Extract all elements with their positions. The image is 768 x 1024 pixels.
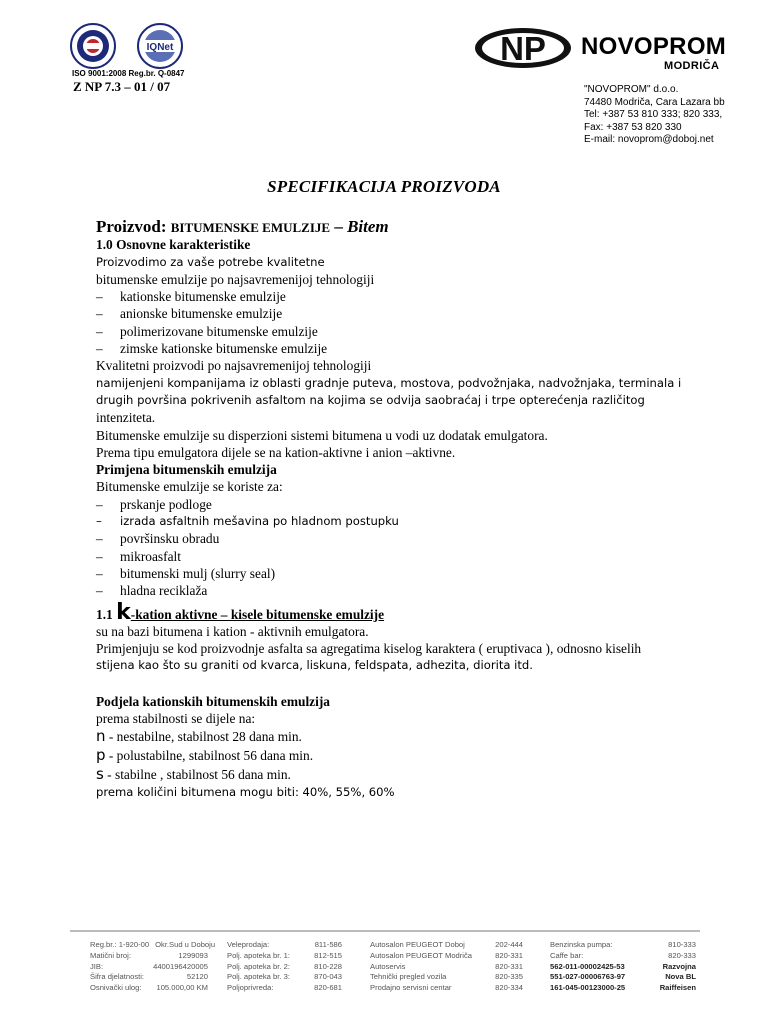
footer-text: Nova BL — [665, 972, 696, 982]
section-letter-k: k — [116, 599, 131, 625]
footer-column-registration — [90, 940, 216, 994]
footer-text: 870-043 — [314, 972, 342, 982]
footer-text: 161-045-00123000-25 — [550, 983, 626, 993]
list-item-text: površinsku obradu — [120, 531, 220, 547]
list-item-text: anionske bitumenske emulzije — [120, 306, 283, 322]
paragraph-line: Bitumenske emulzije su disperzioni sistemi bitumena u vodi uz dodatak emulgatora. — [96, 427, 548, 443]
list-item: – zimske kationske bitumenske emulzije — [96, 341, 328, 357]
list-item-text: prskanje podloge — [120, 496, 212, 512]
footer-text: Tehnički pregled vozila — [370, 972, 447, 982]
list-item: – izrada asfaltnih mešavina po hladnom postupku — [96, 513, 746, 530]
address-line: E-mail: novoprom@doboj.net — [584, 134, 714, 145]
footer-text: Caffe bar: — [550, 950, 584, 960]
footer-text: 820-335 — [495, 972, 523, 982]
iso-certificate-logo — [71, 24, 115, 68]
list-item-text: kationske bitumenske emulzije — [120, 289, 286, 305]
footer-text: Polj. apoteka br. 2: — [227, 961, 290, 971]
list-item-text: zimske kationske bitumenske emulzije — [120, 341, 328, 357]
footer-text: 820-334 — [495, 983, 523, 993]
stability-letter: p — [96, 746, 106, 765]
list-item: – mikroasfalt — [96, 548, 181, 564]
section-heading-text: -kation aktivne – kisele bitumenske emulzije — [130, 606, 385, 622]
page-footer — [70, 930, 700, 996]
footer-text: 562-011-00002425-53 — [550, 961, 625, 971]
product-brand: Bitem — [347, 217, 389, 236]
list-item-text: bitumenski mulj (slurry seal) — [120, 565, 276, 581]
footer-text: 1299093 — [178, 950, 208, 960]
list-item: – površinsku obradu — [96, 531, 220, 547]
intro-line: bitumenske emulzije po najsavremenijoj tehnologiji — [96, 271, 375, 287]
company-address — [584, 84, 725, 147]
footer-text: Razvojna — [662, 961, 696, 971]
footer-text: Raiffeisen — [659, 983, 696, 993]
section-heading-basic: 1.0 Osnovne karakteristike — [96, 237, 251, 253]
list-item-text: izrada asfaltnih mešavina po hladnom postupku — [120, 514, 399, 529]
footer-text: 820-331 — [495, 950, 523, 960]
footer-text: 820-331 — [495, 961, 523, 971]
list-item: – kationske bitumenske emulzije — [96, 289, 286, 305]
iso-certificate-number: ISO 9001:2008 Reg.br. Q-0847 — [72, 69, 185, 78]
footer-text: 810-333 — [668, 940, 696, 949]
footer-column-banks — [550, 940, 696, 994]
paragraph-line: Bitumenske emulzije se koriste za: — [96, 479, 283, 495]
stability-item — [96, 765, 746, 784]
product-line — [96, 218, 746, 236]
intro-line: Proizvodimo za vaše potrebe kvalitetne — [96, 254, 325, 269]
product-name: BITUMENSKE EMULZIJE — [170, 220, 331, 235]
footer-text: JIB: — [90, 961, 104, 971]
paragraph-line: Kvalitetni proizvodi po najsavremenijoj tehnologiji — [96, 358, 372, 374]
paragraph-line: stijena kao što su graniti od kvarca, liskuna, feldspata, adhezita, diorita itd. — [96, 658, 533, 673]
stability-text: - stabilne , stabilnost 56 dana min. — [103, 767, 291, 783]
list-item: – hladna reciklaža — [96, 583, 208, 599]
address-line: Tel: +387 53 810 333; 820 333, — [584, 109, 723, 120]
list-item-text: hladna reciklaža — [120, 583, 208, 599]
footer-text: Šifra djelatnosti: — [90, 972, 145, 982]
np-logo-text: NP — [500, 30, 546, 67]
iqnet-logo — [138, 24, 182, 68]
list-item: – prskanje podloge — [96, 496, 212, 512]
footer-column-auto — [370, 940, 523, 994]
footer-text: 4400196420005 — [153, 961, 208, 971]
footer-text: Osnivački ulog: — [90, 983, 142, 993]
footer-column-retail — [227, 940, 342, 994]
footer-text: Reg.br.: 1-920-00 — [90, 940, 150, 949]
section-number: 1.1 — [96, 606, 113, 622]
footer-text: Autosalon PEUGEOT Modriča — [370, 950, 472, 960]
list-item: – polimerizovane bitumenske emulzije — [96, 323, 318, 339]
footer-text: 820-333 — [668, 950, 696, 960]
footer-text: 811-586 — [314, 940, 342, 949]
stability-letter: s — [96, 765, 104, 784]
document-title: SPECIFIKACIJA PROIZVODA — [267, 177, 501, 196]
paragraph-line: intenziteta. — [96, 410, 156, 426]
address-line: "NOVOPROM" d.o.o. — [584, 84, 679, 95]
footer-text: Veleprodaja: — [227, 940, 270, 949]
footer-text: Benzinska pumpa: — [550, 940, 613, 949]
footer-divider — [70, 930, 700, 932]
certification-logos — [70, 22, 200, 70]
document-code: Z NP 7.3 – 01 / 07 — [73, 79, 171, 94]
section-heading-application: Primjena bitumenskih emulzija — [96, 462, 277, 478]
footer-text: 820-681 — [314, 983, 342, 993]
paragraph-line: Primjenjuju se kod proizvodnje asfalta sa agregatima kiselog karaktera ( eruptivaca ), odnosno kiselih — [96, 641, 642, 657]
footer-text: 551-027-00006763-97 — [550, 972, 626, 982]
footer-text: Polj. apoteka br. 3: — [227, 972, 290, 982]
list-item: – bitumenski mulj (slurry seal) — [96, 565, 276, 581]
paragraph-line: namijenjeni kompanijama iz oblasti gradnje puteva, mostova, podvožnjaka, nadvožnjaka, terminala i — [96, 375, 682, 390]
paragraph-line: drugih površina pokrivenih asfaltom na kojima se odvija saobraćaj i trpe opterećenja različitog — [96, 392, 645, 407]
brand-city: MODRIČA — [664, 60, 720, 72]
brand-name: NOVOPROM — [581, 33, 727, 60]
list-item-text: mikroasfalt — [120, 548, 181, 564]
section-heading-division: Podjela kationskih bitumenskih emulzija — [96, 693, 331, 709]
stability-text: - polustabilne, stabilnost 56 dana min. — [105, 748, 314, 764]
novoprom-logo — [473, 26, 573, 70]
footer-text: Prodajno servisni centar — [370, 983, 452, 993]
stability-letter: n — [96, 727, 106, 746]
footer-text: Poljoprivreda: — [227, 983, 274, 993]
paragraph-line: prema količini bitumena mogu biti: 40%, 55%, 60% — [96, 785, 395, 800]
paragraph-line: Prema tipu emulgatora dijele se na kation-aktivne i anion –aktivne. — [96, 444, 456, 460]
stability-item — [96, 727, 746, 746]
list-item-text: polimerizovane bitumenske emulzije — [120, 323, 318, 339]
footer-text: Polj. apoteka br. 1: — [227, 950, 290, 960]
paragraph-line: su na bazi bitumena i kation - aktivnih emulgatora. — [96, 623, 369, 639]
product-dash: – — [330, 217, 348, 236]
section-heading-kation — [96, 599, 746, 625]
product-label: Proizvod: — [96, 217, 167, 236]
footer-text: Matični broj: — [90, 950, 131, 960]
footer-text: 810-228 — [314, 961, 342, 971]
stability-item — [96, 746, 746, 765]
footer-text: 52120 — [186, 972, 208, 982]
footer-text: Autosalon PEUGEOT Doboj — [370, 940, 465, 949]
address-line: Fax: +387 53 820 330 — [584, 121, 682, 133]
footer-text: 105.000,00 KM — [156, 983, 208, 993]
footer-text: Okr.Sud u Doboju — [155, 940, 216, 949]
iqnet-logo-text: IQNet — [146, 42, 174, 53]
footer-text: Autoservis — [370, 961, 406, 971]
list-item: – anionske bitumenske emulzije — [96, 306, 283, 322]
document-body — [96, 218, 746, 802]
paragraph-line: prema stabilnosti se dijele na: — [96, 711, 256, 727]
address-line: 74480 Modriča, Cara Lazara bb — [584, 96, 725, 108]
stability-text: - nestabilne, stabilnost 28 dana min. — [105, 729, 302, 745]
footer-text: 812-515 — [314, 950, 342, 960]
footer-text: 202-444 — [495, 940, 523, 949]
